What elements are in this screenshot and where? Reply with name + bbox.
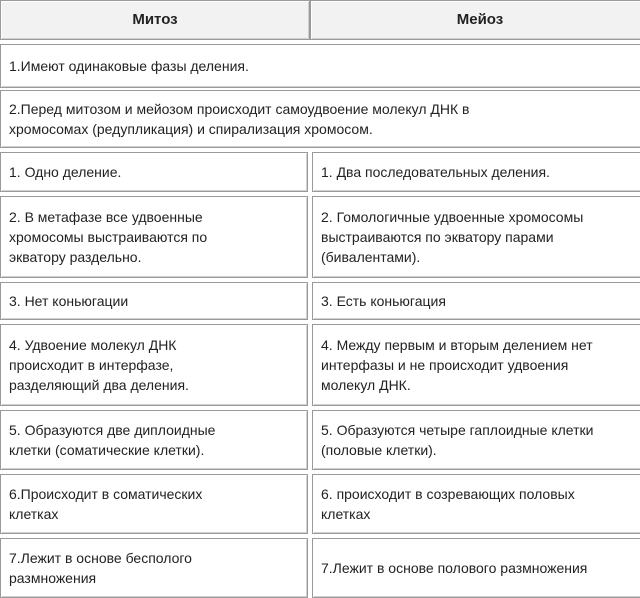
meiosis-cell-6: [312, 474, 640, 534]
meiosis-cell-2-text: 2. Гомологичные удвоенные хромосомы выстраиваются по экватору парами (бивалентами).: [321, 209, 584, 265]
common-row-1-text: 1.Имеют одинаковые фазы деления.: [9, 58, 249, 74]
mitosis-cell-5: [0, 410, 308, 470]
mitosis-cell-4: [0, 324, 308, 406]
meiosis-cell-7-text: 7.Лежит в основе полового размножения: [321, 560, 588, 576]
header-mitosis-label: Митоз: [132, 11, 178, 28]
meiosis-cell-5: [312, 410, 640, 470]
common-row-1: [0, 44, 640, 88]
mitosis-cell-4-text: 4. Удвоение молекул ДНК происходит в интерфазе, разделяющий два деления.: [9, 337, 189, 393]
mitosis-cell-7-text: 7.Лежит в основе бесполого размножения: [9, 550, 192, 586]
meiosis-cell-3-text: 3. Есть коньюгация: [321, 293, 446, 309]
mitosis-cell-3-text: 3. Нет коньюгации: [9, 293, 129, 309]
meiosis-cell-1: [312, 152, 640, 192]
mitosis-cell-6: [0, 474, 308, 534]
mitosis-cell-2-text: 2. В метафазе все удвоенные хромосомы выстраиваются по экватору раздельно.: [9, 209, 208, 265]
mitosis-cell-5-text: 5. Образуются две диплоидные клетки (соматические клетки).: [9, 422, 216, 458]
header-meiosis-label: Мейоз: [456, 11, 504, 28]
meiosis-cell-3: [312, 282, 640, 320]
mitosis-cell-7: [0, 538, 308, 598]
mitosis-cell-2: [0, 196, 308, 278]
meiosis-cell-5-text: 5. Образуются четыре гаплоидные клетки (половые клетки).: [321, 422, 594, 458]
mitosis-cell-1-text: 1. Одно деление.: [9, 164, 122, 180]
meiosis-cell-4: [312, 324, 640, 406]
meiosis-cell-1-text: 1. Два последовательных деления.: [321, 164, 550, 180]
meiosis-cell-7: [312, 538, 640, 598]
meiosis-cell-4-text: 4. Между первым и вторым делением нет интерфазы и не происходит удвоения молекул ДНК.: [321, 337, 593, 393]
common-row-2: [0, 90, 640, 148]
meiosis-cell-6-text: 6. происходит в созревающих половых клетках: [321, 486, 575, 522]
mitosis-cell-6-text: 6.Происходит в соматических клетках: [9, 486, 203, 522]
meiosis-cell-2: [312, 196, 640, 278]
common-row-2-text: 2.Перед митозом и мейозом происходит самоудвоение молекул ДНК в хромосомах (редупликация) и спирализация хромосом.: [9, 101, 470, 137]
mitosis-cell-1: [0, 152, 308, 192]
header-mitosis: [0, 0, 310, 40]
mitosis-cell-3: [0, 282, 308, 320]
header-meiosis: [310, 0, 640, 40]
